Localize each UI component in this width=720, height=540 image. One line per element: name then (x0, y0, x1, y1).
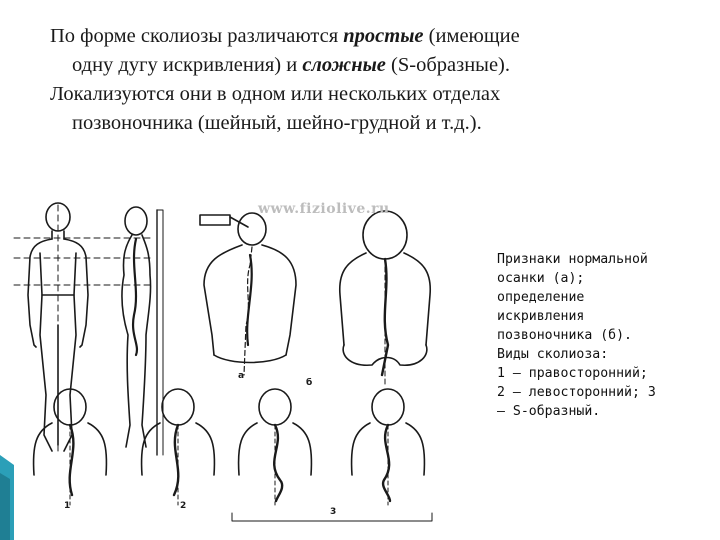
text-run: Локализуются они в одном или нескольких отделах (50, 83, 501, 105)
caption-line: 2 — левосторонний; 3 (497, 385, 656, 400)
caption-line: — S-образный. (497, 404, 601, 419)
paragraph-forms (50, 22, 710, 80)
text-run: (S-образные). (385, 54, 511, 76)
label-2: 2 (180, 501, 187, 511)
label-a: а (238, 371, 245, 381)
term-complex: сложные (302, 54, 386, 76)
scoliosis-type-2-figure (142, 389, 215, 505)
figure-caption (497, 250, 712, 421)
scoliosis-illustration (0, 195, 495, 540)
label-3: 3 (330, 507, 337, 517)
caption-line: осанки (а); (497, 271, 585, 286)
caption-line: Признаки нормальной (497, 252, 648, 267)
term-simple: простые (343, 25, 424, 47)
caption-line: определение (497, 290, 585, 305)
label-b: б (306, 378, 313, 388)
text-run: одну дугу искривления) и (72, 54, 303, 76)
text-run: позвоночника (шейный, шейно-грудной и т.д.). (72, 112, 482, 134)
scoliosis-type-3b-figure (352, 389, 425, 505)
watermark-text: www.fiziolive.ru (258, 201, 390, 217)
caption-line: искривления (497, 309, 585, 324)
caption-line: позвоночника (б). (497, 328, 632, 343)
text-run: (имеющие (423, 25, 520, 47)
caption-line: Виды сколиоза: (497, 347, 609, 362)
text-run: По форме сколиозы различаются (50, 25, 344, 47)
caption-line: 1 — правосторонний; (497, 366, 648, 381)
main-text (50, 22, 710, 138)
paragraph-localization (50, 80, 710, 138)
side-view-figure (122, 207, 151, 447)
scoliosis-type-3a-figure (239, 389, 312, 505)
label-1: 1 (64, 501, 71, 511)
back-spine-figure (340, 211, 431, 385)
torso-measurement-figure (200, 213, 296, 375)
